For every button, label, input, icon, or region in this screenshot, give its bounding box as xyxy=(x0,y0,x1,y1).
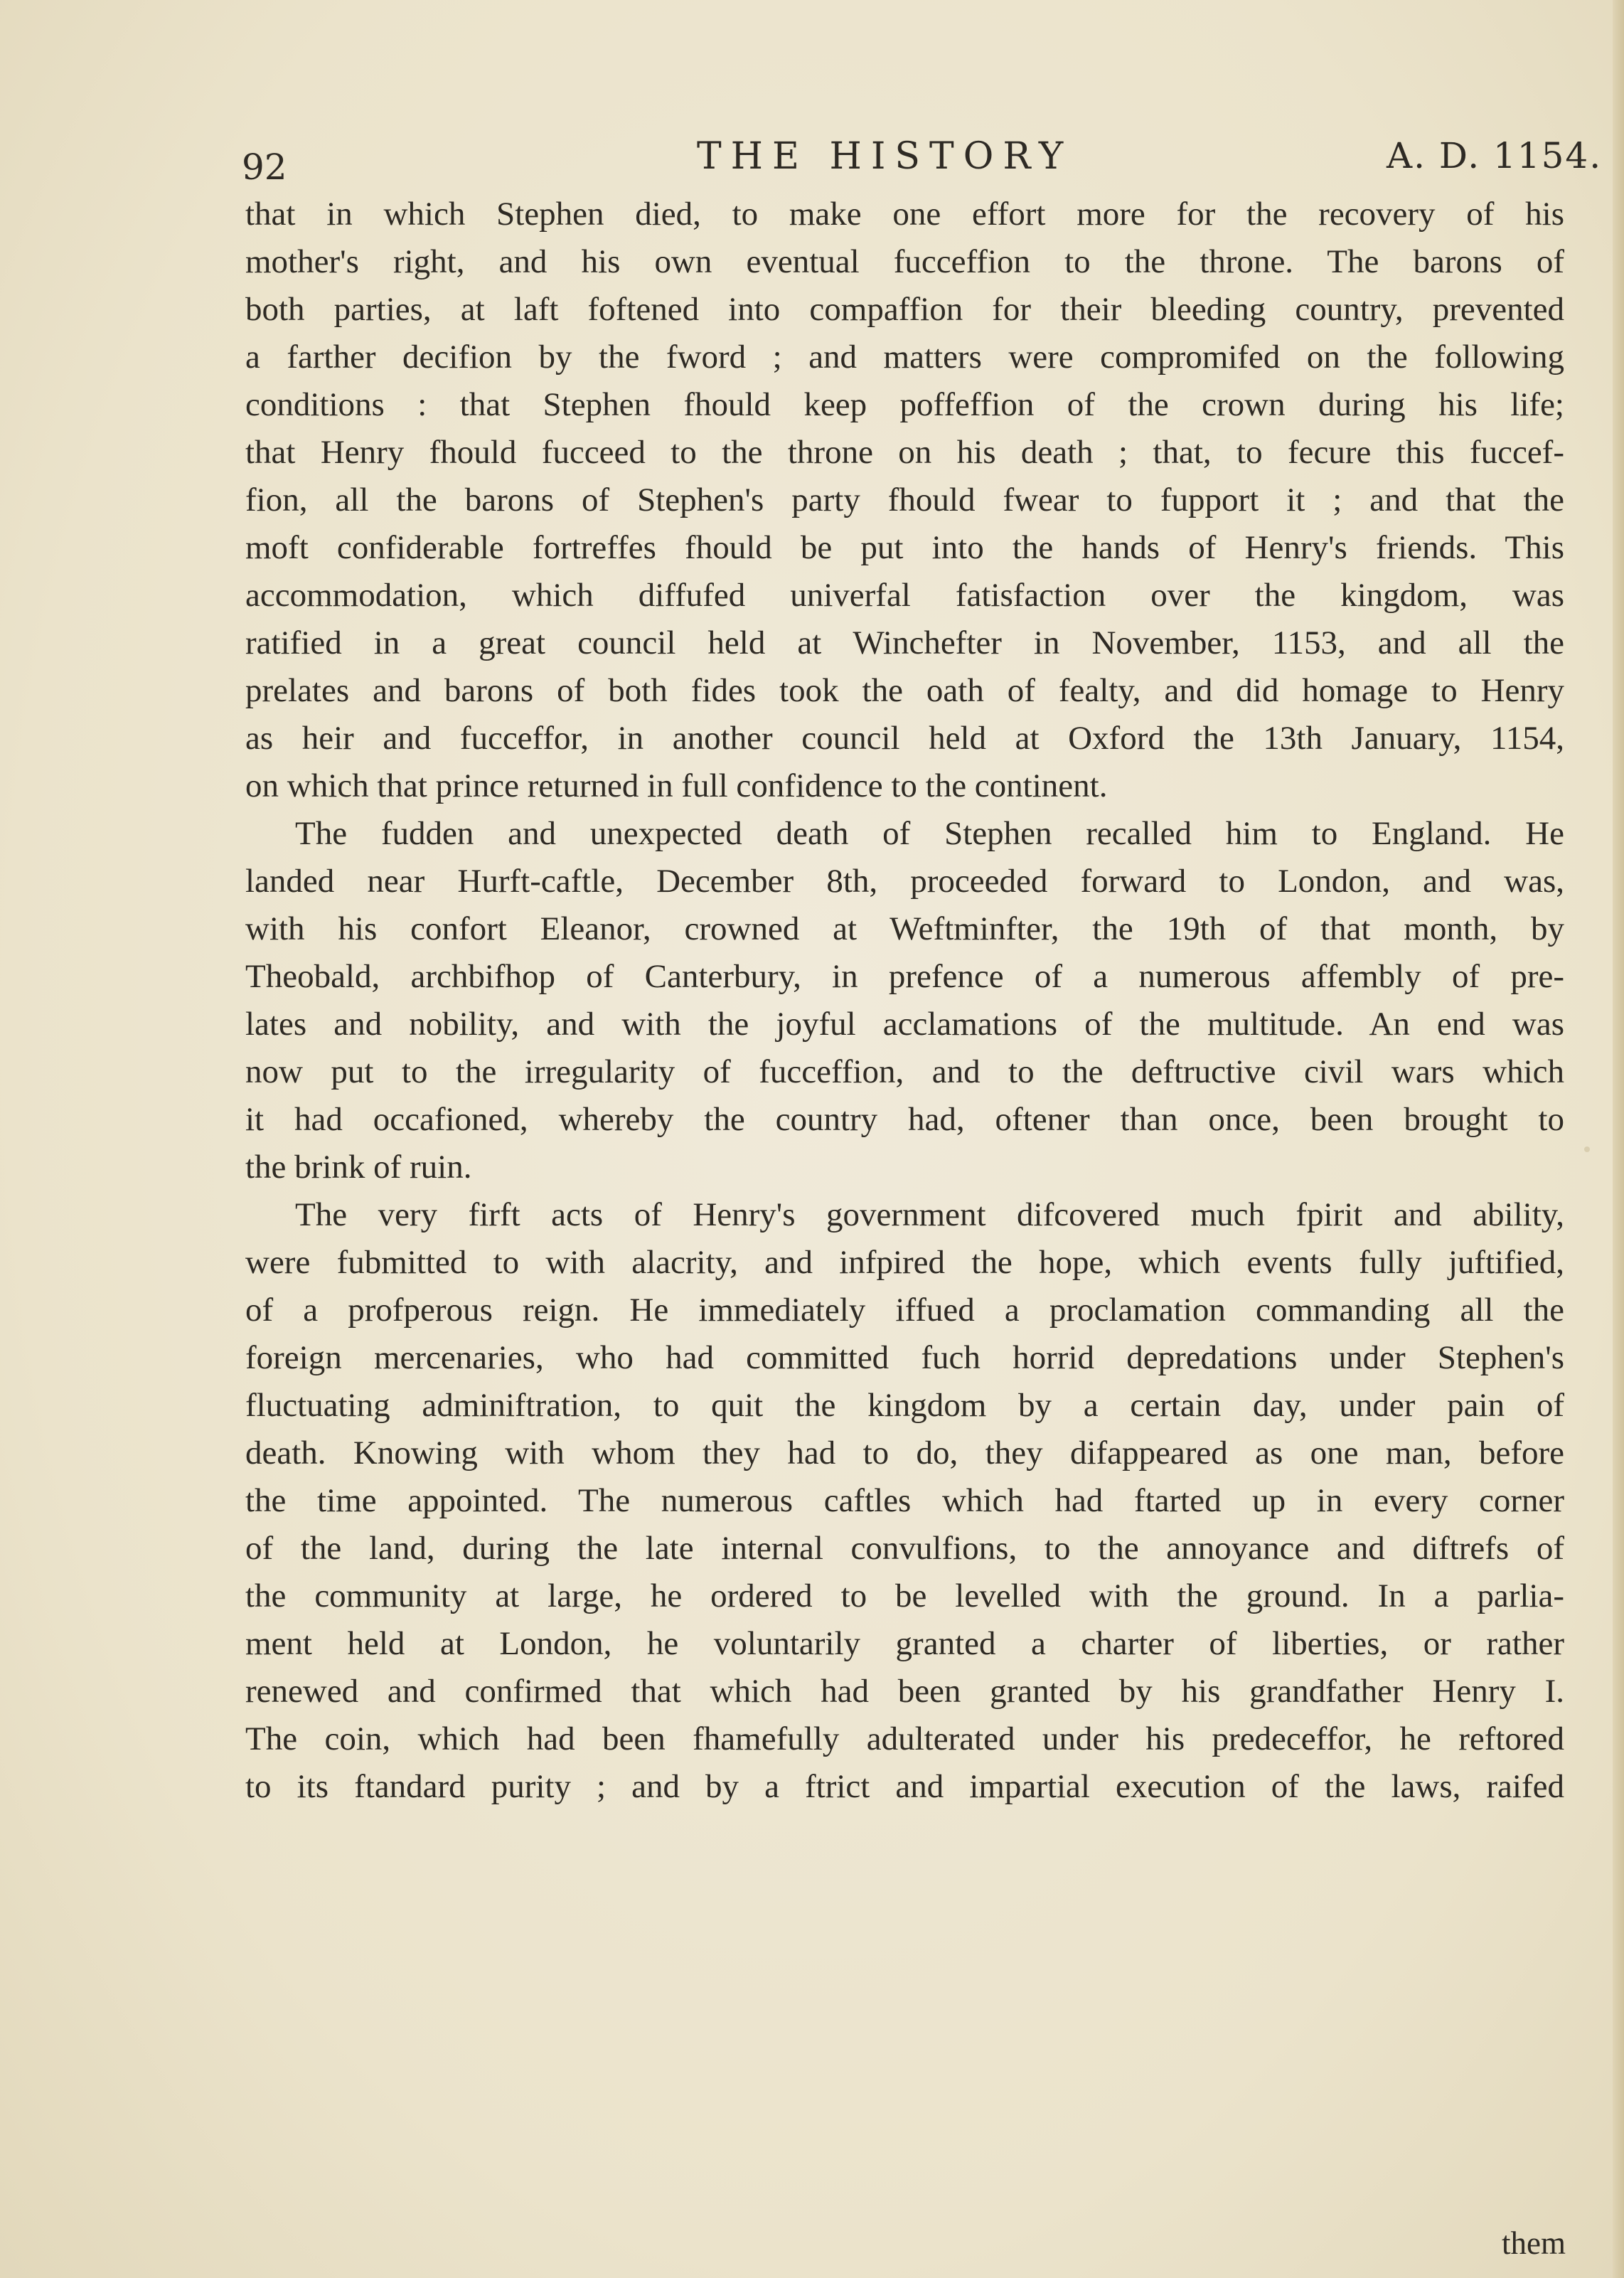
text-line: of a profperous reign. He immediately iffued a proclamation commanding all the xyxy=(245,1292,1564,1329)
text-line: mother's right, and his own eventual fucceffion to the throne. The barons of xyxy=(245,243,1564,280)
page-edge xyxy=(1613,0,1624,2278)
text-line: to its ftandard purity ; and by a ftrict and impartial execution of the laws, raifed xyxy=(245,1768,1564,1805)
text-line: were fubmitted to with alacrity, and infpired the hope, which events fully juftified, xyxy=(245,1244,1564,1281)
text-line: Theobald, archbifhop of Canterbury, in prefence of a numerous affembly of pre- xyxy=(245,958,1564,995)
text-line: conditions : that Stephen fhould keep poffeffion of the crown during his life; xyxy=(245,386,1564,423)
text-line: it had occafioned, whereby the country had, oftener than once, been brought to xyxy=(245,1101,1564,1138)
text-line: renewed and confirmed that which had been granted by his grandfather Henry I. xyxy=(245,1673,1564,1710)
paragraph xyxy=(245,191,1564,810)
page-number: 92 xyxy=(242,147,287,188)
text-line: ratified in a great council held at Winchefter in November, 1153, and all the xyxy=(245,624,1564,661)
text-line: now put to the irregularity of fucceffion, and to the deftructive civil wars which xyxy=(245,1053,1564,1090)
body-text xyxy=(245,191,1564,1811)
text-line: of the land, during the late internal convulfions, to the annoyance and diftrefs of xyxy=(245,1530,1564,1567)
running-title: THE HISTORY xyxy=(697,135,1073,178)
text-line: on which that prince returned in full confidence to the continent. xyxy=(245,767,1108,804)
text-line: the time appointed. The numerous caftles which had ftarted up in every corner xyxy=(245,1482,1564,1519)
text-line: The coin, which had been fhamefully adulterated under his predeceffor, he reftored xyxy=(245,1720,1564,1757)
text-line: prelates and barons of both fides took the oath of fealty, and did homage to Henry xyxy=(245,672,1564,709)
text-line: a farther decifion by the fword ; and matters were compromifed on the following xyxy=(245,339,1564,376)
text-line: the brink of ruin. xyxy=(245,1149,472,1186)
text-line: as heir and fucceffor, in another council held at Oxford the 13th January, 1154, xyxy=(245,720,1564,757)
paragraph xyxy=(245,1191,1564,1811)
text-line: moft confiderable fortreffes fhould be put into the hands of Henry's friends. This xyxy=(245,529,1564,566)
text-line: with his confort Eleanor, crowned at Weftminfter, the 19th of that month, by xyxy=(245,910,1564,947)
foxing-spot xyxy=(1584,1146,1590,1152)
text-line: that Henry fhould fucceed to the throne on his death ; that, to fecure this fuccef- xyxy=(245,434,1564,471)
text-line: The very firft acts of Henry's government difcovered much fpirit and ability, xyxy=(295,1196,1564,1233)
catchword: them xyxy=(1502,2225,1566,2261)
text-line: foreign mercenaries, who had committed fuch horrid depredations under Stephen's xyxy=(245,1339,1564,1376)
text-line: death. Knowing with whom they had to do, they difappeared as one man, before xyxy=(245,1435,1564,1471)
text-line: fluctuating adminiftration, to quit the kingdom by a certain day, under pain of xyxy=(245,1387,1564,1424)
paragraph xyxy=(245,810,1564,1191)
text-line: landed near Hurft-caftle, December 8th, proceeded forward to London, and was, xyxy=(245,863,1564,900)
text-line: accommodation, which diffufed univerfal fatisfaction over the kingdom, was xyxy=(245,577,1564,614)
text-line: the community at large, he ordered to be levelled with the ground. In a parlia- xyxy=(245,1577,1564,1614)
text-line: fion, all the barons of Stephen's party fhould fwear to fupport it ; and that the xyxy=(245,481,1564,518)
running-header xyxy=(0,121,1624,188)
text-line: ment held at London, he voluntarily granted a charter of liberties, or rather xyxy=(245,1625,1564,1662)
text-line: that in which Stephen died, to make one effort more for the recovery of his xyxy=(245,196,1564,233)
text-line: both parties, at laft foftened into compaffion for their bleeding country, prevented xyxy=(245,291,1564,328)
text-line: The fudden and unexpected death of Stephen recalled him to England. He xyxy=(295,815,1564,852)
text-line: lates and nobility, and with the joyful acclamations of the multitude. An end was xyxy=(245,1006,1564,1043)
marginal-date: A. D. 1154. xyxy=(1387,135,1603,176)
